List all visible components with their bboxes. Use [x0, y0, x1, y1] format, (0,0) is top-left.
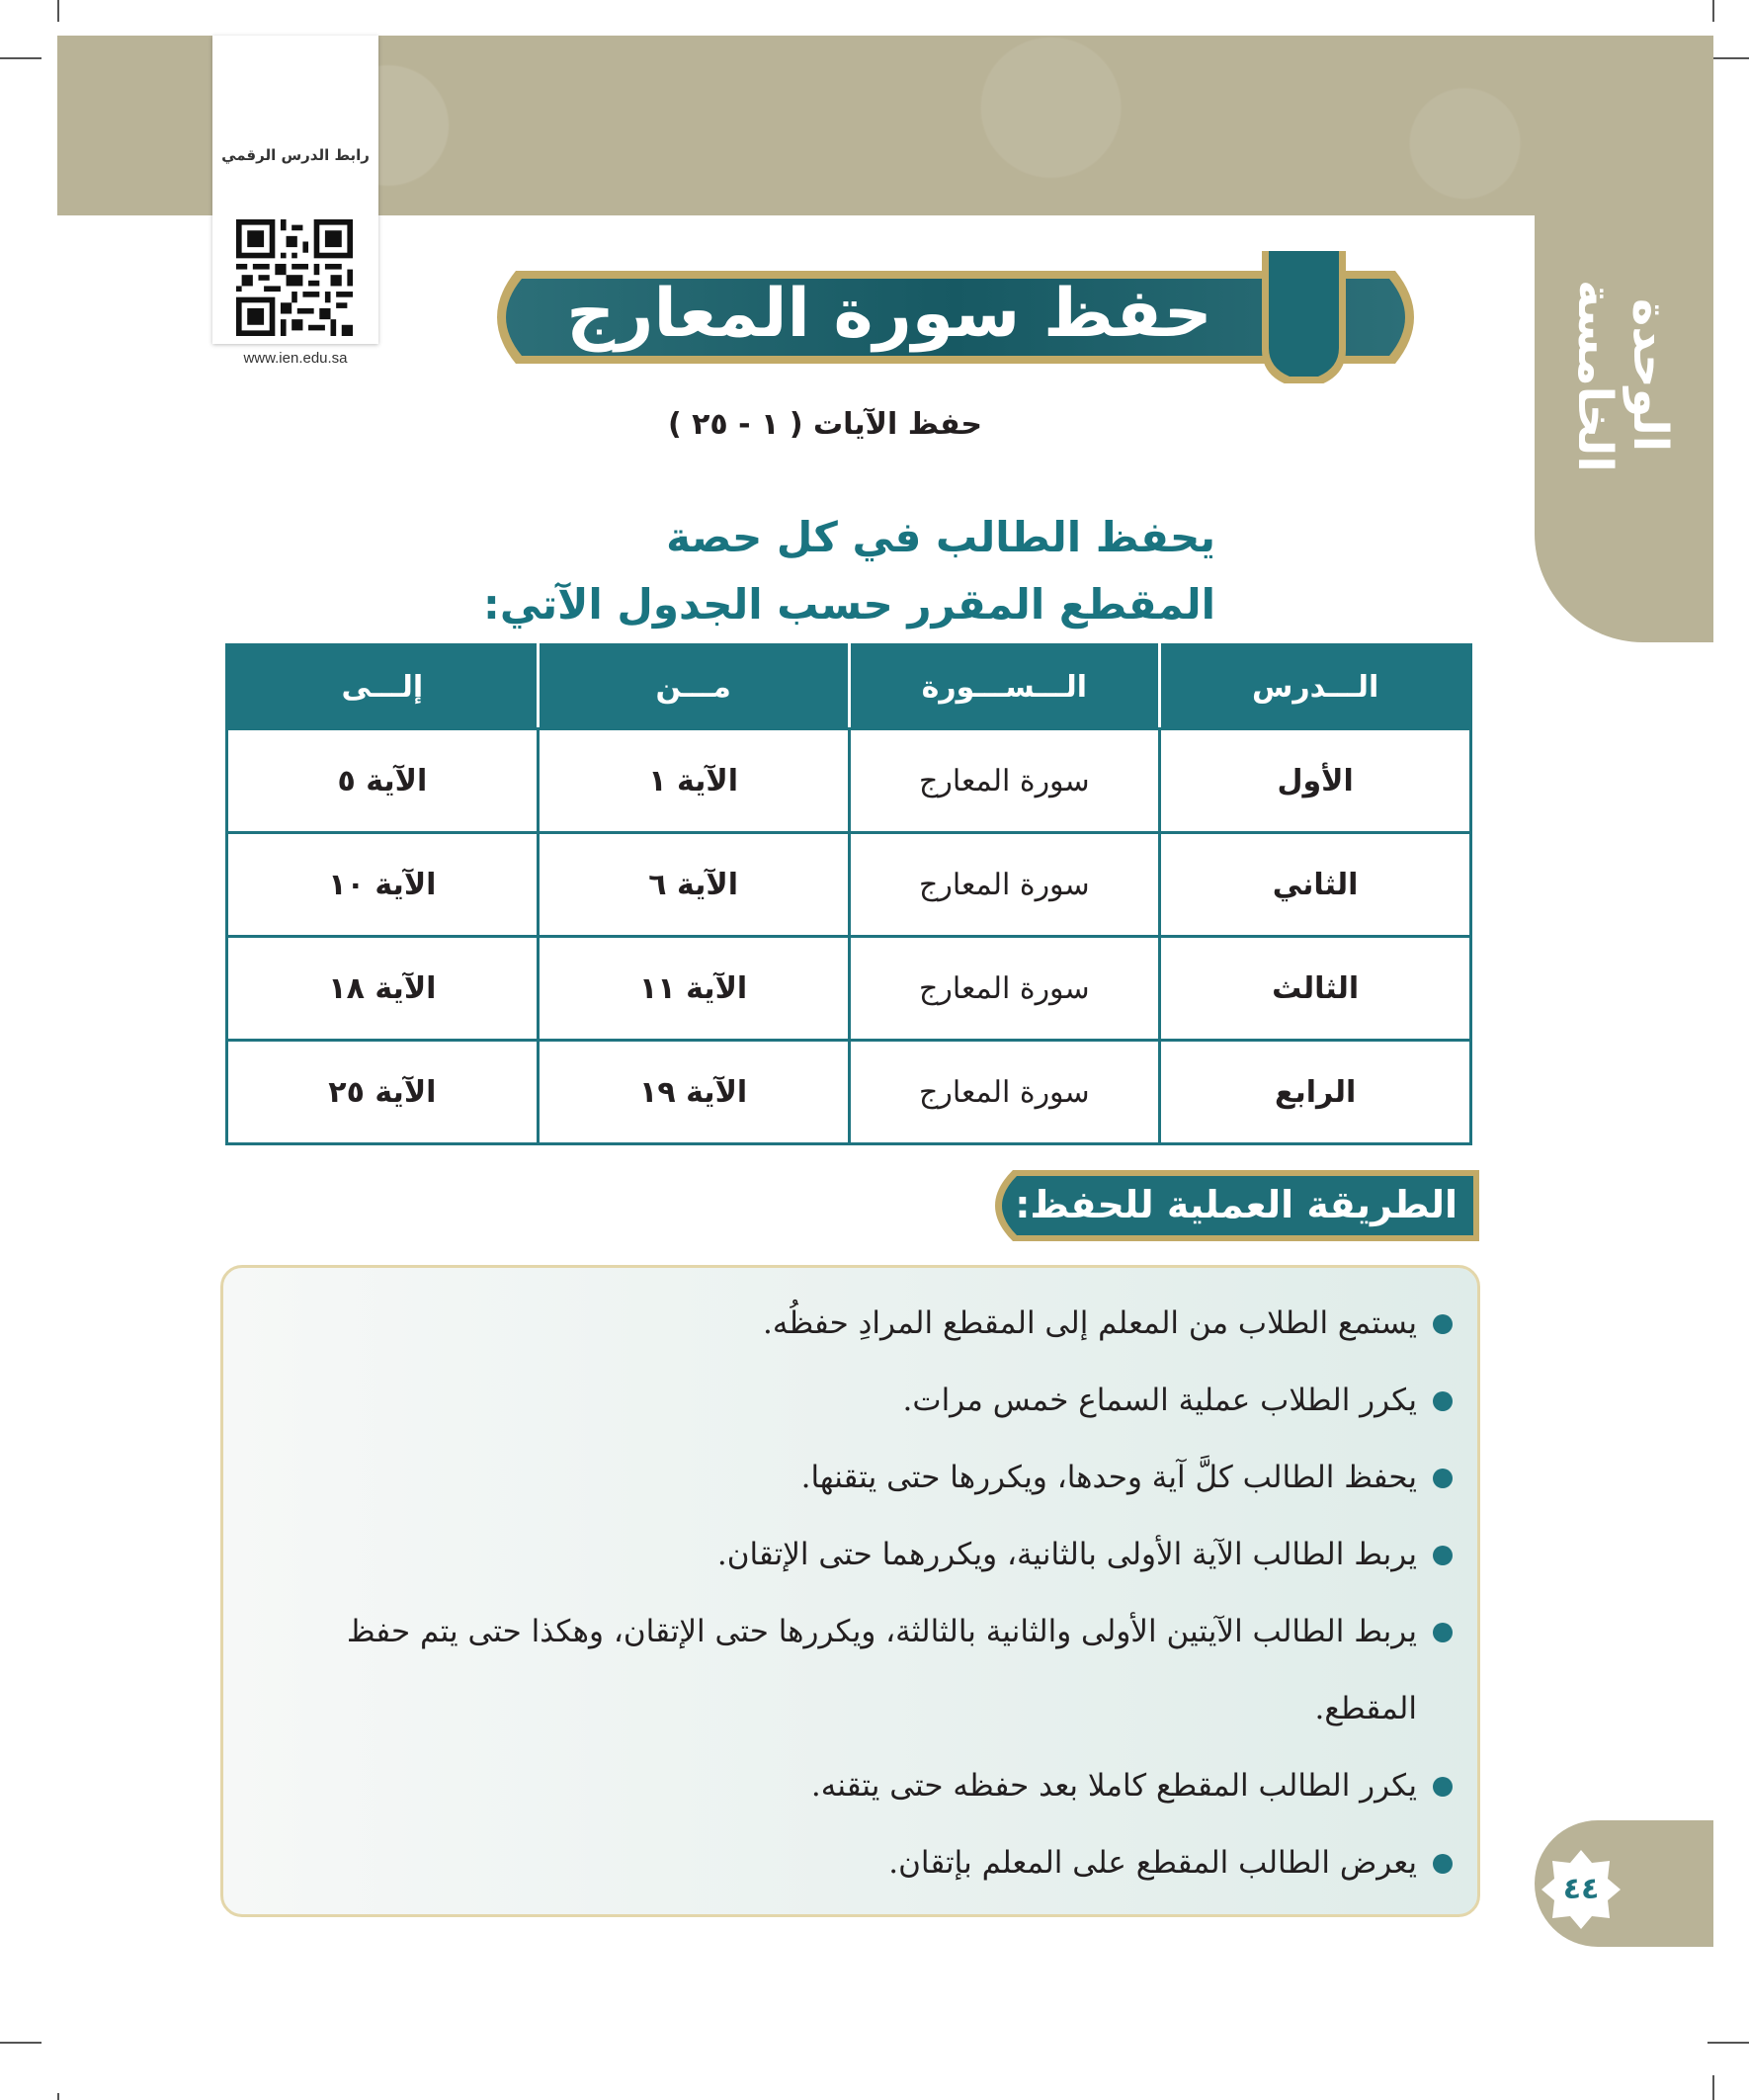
page-title: حفظ سورة المعارج [566, 275, 1212, 353]
steps-list [247, 1285, 1453, 1901]
list-item [247, 1439, 1453, 1516]
bullet-icon [1433, 1546, 1453, 1565]
bullet-icon [1433, 1469, 1453, 1488]
unit-label: الوحدة الخامسة [1567, 279, 1678, 472]
intro-line-1: يحفظ الطالب في كل حصة [666, 513, 1215, 561]
list-item [247, 1285, 1453, 1362]
column-header-from: مـــن [538, 645, 849, 729]
intro-text [435, 504, 1215, 638]
crop-mark [1707, 57, 1749, 59]
crop-mark [57, 0, 59, 22]
from-cell: الآية ١٩ [538, 1041, 849, 1144]
surah-cell: سورة المعارج [849, 729, 1160, 833]
list-item [247, 1824, 1453, 1901]
step-text: يعرض الطالب المقطع على المعلم بإتقان. [888, 1845, 1417, 1881]
list-item [247, 1516, 1453, 1593]
qr-code-icon[interactable] [236, 219, 353, 336]
bullet-icon [1433, 1623, 1453, 1642]
lesson-cell: الأول [1160, 729, 1471, 833]
list-item [247, 1593, 1453, 1747]
bullet-icon [1433, 1777, 1453, 1797]
to-cell: الآية ٢٥ [227, 1041, 539, 1144]
crop-mark [0, 2042, 42, 2044]
lesson-cell: الثاني [1160, 833, 1471, 937]
schedule-table [225, 643, 1472, 1145]
column-header-surah: الـــســـورة [849, 645, 1160, 729]
verses-range: حفظ الآيات ( ١ - ٢٥ ) [667, 407, 983, 442]
surah-cell: سورة المعارج [849, 937, 1160, 1041]
step-text: يحفظ الطالب كلَّ آية وحدها، ويكررها حتى يتقنها. [800, 1460, 1417, 1495]
step-text: يستمع الطلاب من المعلم إلى المقطع المرادِ حفظُه. [763, 1305, 1417, 1341]
from-cell: الآية ١١ [538, 937, 849, 1041]
qr-label: رابط الدرس الرقمي [221, 146, 370, 164]
method-heading: الطريقة العملية للحفظ: [1015, 1183, 1458, 1226]
table-row [227, 833, 1471, 937]
bullet-icon [1433, 1854, 1453, 1874]
qr-card[interactable] [212, 36, 378, 367]
table-row [227, 937, 1471, 1041]
lesson-cell: الرابع [1160, 1041, 1471, 1144]
surah-cell: سورة المعارج [849, 833, 1160, 937]
lesson-cell: الثالث [1160, 937, 1471, 1041]
from-cell: الآية ٦ [538, 833, 849, 937]
to-cell: الآية ١٠ [227, 833, 539, 937]
step-text: يكرر الطالب المقطع كاملا بعد حفظه حتى يتقنه. [810, 1768, 1417, 1804]
step-text: يربط الطالب الآيتين الأولى والثانية بالثالثة، ويكررها حتى الإتقان، وهكذا حتى يتم حفظ المقطع. [346, 1614, 1417, 1726]
to-cell: الآية ٥ [227, 729, 539, 833]
page-number: ٤٤ [1562, 1872, 1600, 1906]
bullet-icon [1433, 1391, 1453, 1411]
intro-line-2: المقطع المقرر حسب الجدول الآتي: [483, 580, 1215, 629]
table-header-row [227, 645, 1471, 729]
column-header-to: إلـــى [227, 645, 539, 729]
qr-url[interactable]: www.ien.edu.sa [243, 350, 348, 367]
crop-mark [0, 57, 42, 59]
table-row [227, 1041, 1471, 1144]
list-item [247, 1747, 1453, 1824]
step-text: يربط الطالب الآية الأولى بالثانية، ويكررهما حتى الإتقان. [716, 1537, 1417, 1572]
to-cell: الآية ١٨ [227, 937, 539, 1041]
from-cell: الآية ١ [538, 729, 849, 833]
surah-cell: سورة المعارج [849, 1041, 1160, 1144]
table-row [227, 729, 1471, 833]
crop-mark [1712, 2075, 1714, 2100]
column-header-lesson: الـــدرس [1160, 645, 1471, 729]
crop-mark [1707, 2042, 1749, 2044]
crop-mark [1712, 0, 1714, 22]
step-text: يكرر الطلاب عملية السماع خمس مرات. [902, 1383, 1417, 1418]
bullet-icon [1433, 1314, 1453, 1334]
list-item [247, 1362, 1453, 1439]
